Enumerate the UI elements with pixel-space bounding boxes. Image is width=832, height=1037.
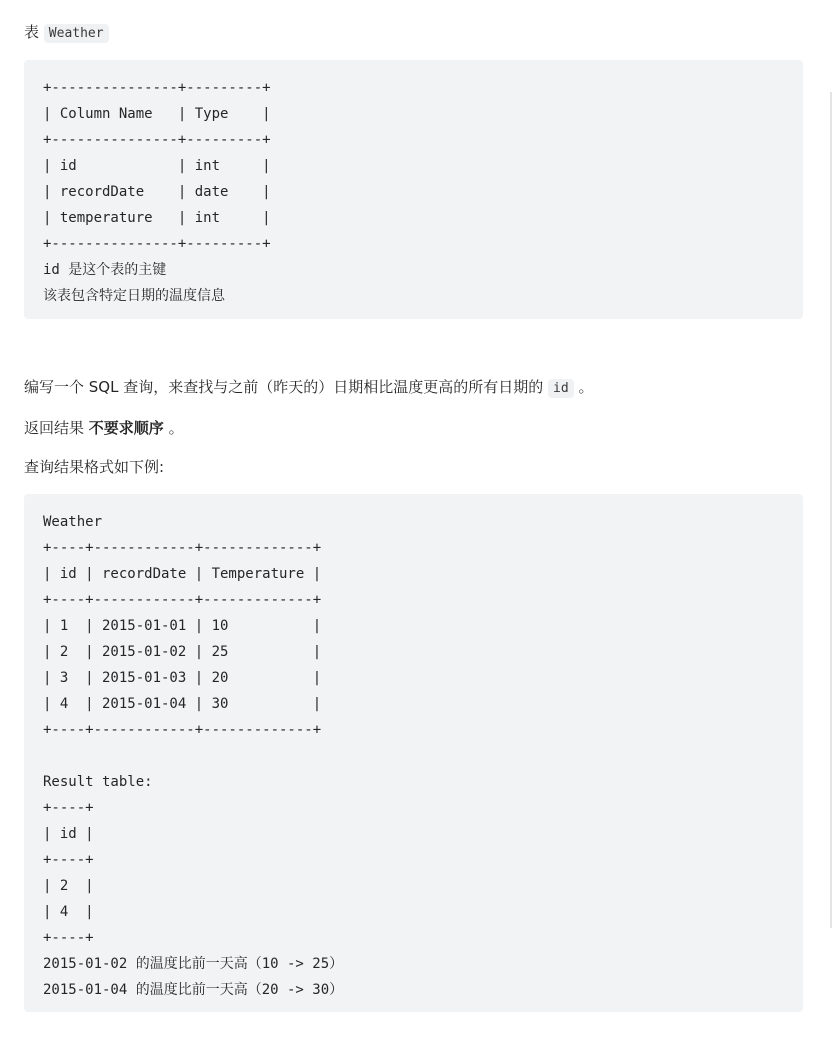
task-suffix: 。 [578, 378, 594, 396]
task-description [24, 376, 593, 400]
code-line: +----+ [43, 800, 94, 816]
code-line: +----+------------+-------------+ [43, 722, 322, 738]
code-line: | id | recordDate | Temperature | [43, 566, 322, 582]
code-line: | temperature | int | [43, 210, 271, 226]
code-line: | 2 | 2015-01-02 | 25 | [43, 644, 322, 660]
code-line: +---------------+---------+ [43, 80, 271, 96]
intro-line [24, 21, 109, 45]
code-line: Result table: [43, 774, 153, 790]
order-bold: 不要求顺序 [88, 419, 164, 437]
code-line: | 3 | 2015-01-03 | 20 | [43, 670, 322, 686]
example-code-block [24, 494, 803, 1012]
code-line: Weather [43, 514, 103, 530]
task-id-code: id [548, 379, 574, 398]
task-prefix: 编写一个 SQL 查询，来查找与之前（昨天的）日期相比温度更高的所有日期的 [24, 378, 544, 396]
code-line: +---------------+---------+ [43, 236, 271, 252]
code-line: | 4 | 2015-01-04 | 30 | [43, 696, 322, 712]
code-line: | id | [43, 826, 94, 842]
order-note [24, 417, 184, 439]
format-note: 查询结果格式如下例: [24, 458, 165, 476]
code-line: +----+------------+-------------+ [43, 592, 322, 608]
intro-label: 表 [24, 23, 40, 41]
code-line: | 1 | 2015-01-01 | 10 | [43, 618, 322, 634]
code-line: | 2 | [43, 878, 94, 894]
code-line: +---------------+---------+ [43, 132, 271, 148]
schema-code-block [24, 60, 803, 319]
code-line [43, 743, 784, 769]
code-line: +----+------------+-------------+ [43, 540, 322, 556]
order-prefix: 返回结果 [24, 419, 85, 437]
code-line: | 4 | [43, 904, 94, 920]
order-suffix: 。 [168, 419, 184, 437]
code-line: +----+ [43, 852, 94, 868]
code-line: 2015-01-02 的温度比前一天高（10 -> 25） [43, 956, 344, 972]
code-line: | recordDate | date | [43, 184, 271, 200]
code-line: | Column Name | Type | [43, 106, 271, 122]
code-line: 2015-01-04 的温度比前一天高（20 -> 30） [43, 982, 344, 998]
code-line: +----+ [43, 930, 94, 946]
code-line: 该表包含特定日期的温度信息 [43, 288, 225, 304]
table-name-code: Weather [44, 24, 109, 43]
code-line: id 是这个表的主键 [43, 262, 167, 278]
code-line: | id | int | [43, 158, 271, 174]
